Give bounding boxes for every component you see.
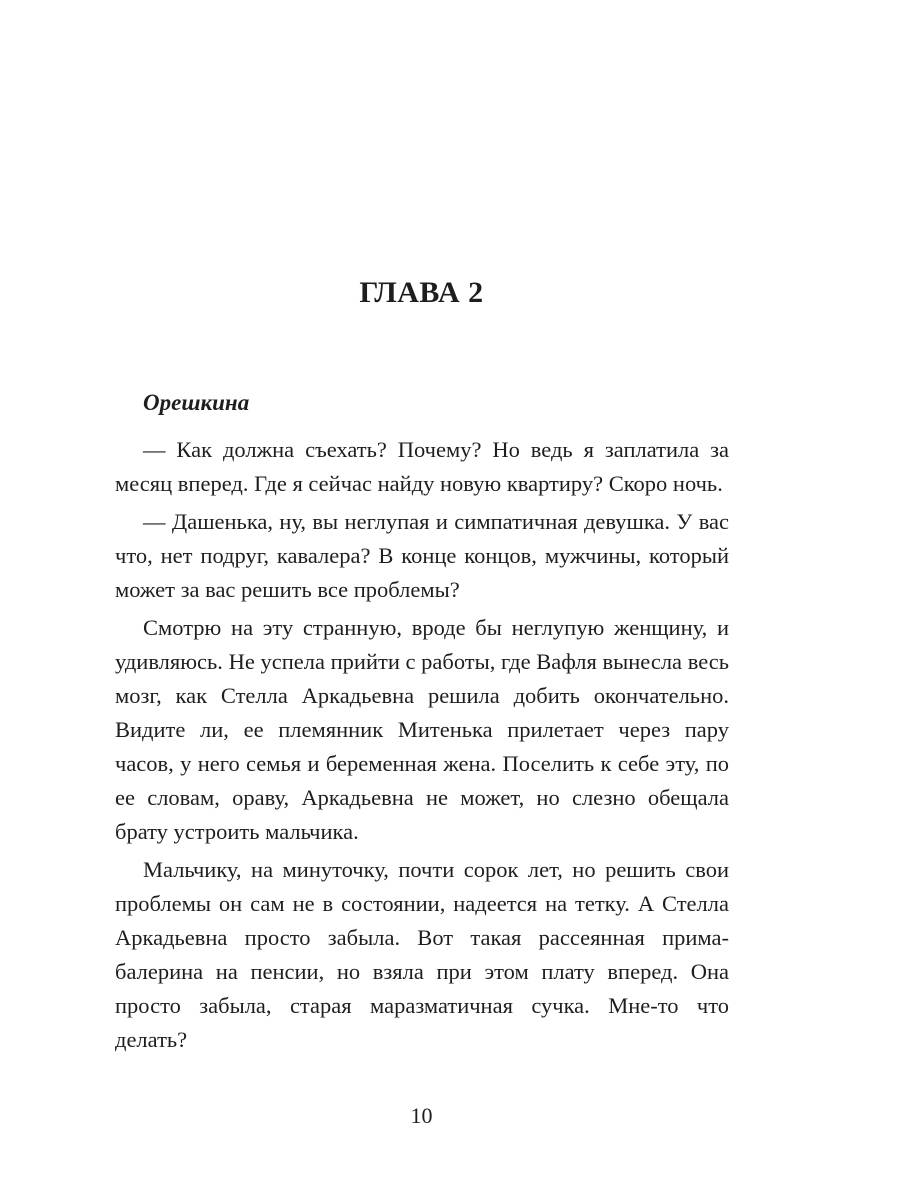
paragraph-4: Мальчику, на минуточку, почти сорок лет, но решить свои проблемы он сам не в состоянии, надеется на тетку. А Стелла Аркадьевна просто забыла. Вот такая рассеянная прима-балерина на пенсии, но взяла при этом плату вперед. Она просто забыла, старая маразматичная сучка. Мне-то что делать? [115,857,729,1052]
page-number: 10 [410,1103,433,1128]
paragraph-3: Смотрю на эту странную, вроде бы неглупую женщину, и удивляюсь. Не успела прийти с работы, где Вафля вынесла весь мозг, как Стелла Аркадьевна решила добить окончательно. Видите ли, ее племянник Митенька прилетает через пару часов, у него семья и беременная жена. Поселить к себе эту, по ее словам, ораву, Аркадьевна не может, но слезно обещала брату устроить мальчика. [115,615,729,844]
body-text [115,433,729,1061]
chapter-title: ГЛАВА 2 [359,276,484,309]
section-heading: Орешкина [143,390,250,415]
paragraph-2: — Дашенька, ну, вы неглупая и симпатичная девушка. У вас что, нет подруг, кавалера? В конце концов, мужчины, который может за вас решить все проблемы? [115,509,729,602]
paragraph-1: — Как должна съехать? Почему? Но ведь я заплатила за месяц вперед. Где я сейчас найду новую квартиру? Скоро ночь. [115,437,729,496]
